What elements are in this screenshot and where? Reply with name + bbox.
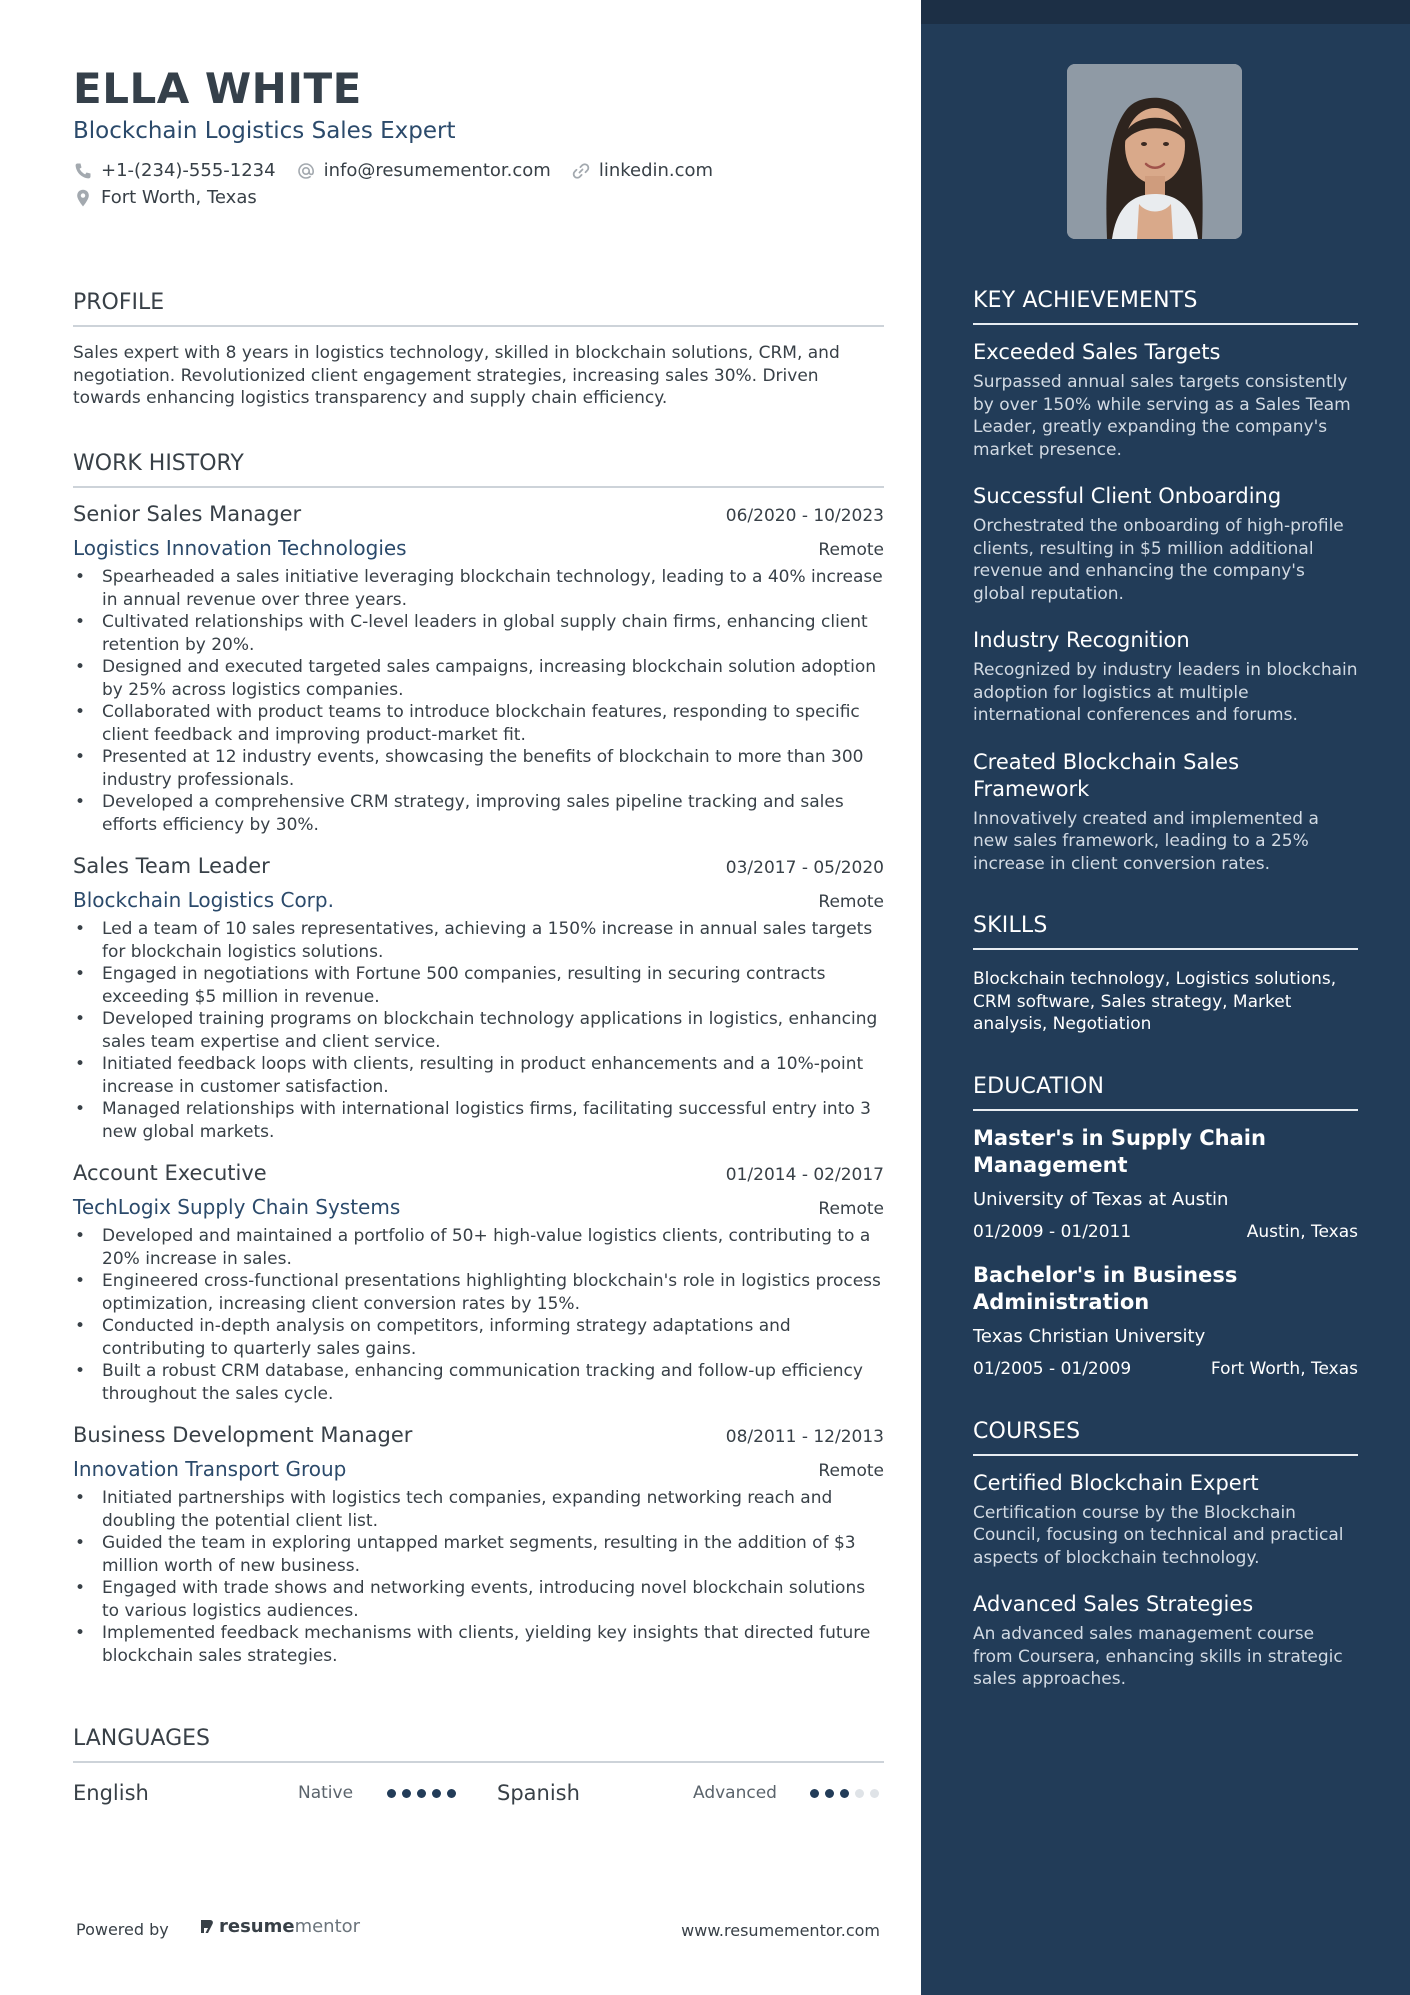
skills-heading: SKILLS [973, 913, 1358, 950]
education-dates: 01/2005 - 01/2009 [973, 1358, 1132, 1379]
education-location: Fort Worth, Texas [1210, 1358, 1358, 1379]
education-school: Texas Christian University [973, 1325, 1206, 1347]
language-level: Advanced [693, 1783, 777, 1803]
job-bullet: • Spearheaded a sales initiative leveraging blockchain technology, leading to a 40% increase in annual revenue over three years. [73, 566, 884, 611]
education-item [973, 1125, 1358, 1242]
course-description: An advanced sales management course from Coursera, enhancing skills in strategic sales approaches. [973, 1624, 1343, 1689]
job-bullet: • Engaged with trade shows and networking events, introducing novel blockchain solutions to various logistics audiences. [73, 1577, 884, 1622]
achievement-item [973, 339, 1358, 461]
language-name: Spanish [497, 1781, 580, 1805]
job-role: Business Development Manager [73, 1423, 413, 1447]
brand-name-part-2: mentor [294, 1916, 361, 1937]
job-bullet: • Initiated partnerships with logistics tech companies, expanding networking reach and doubling the potential client list. [73, 1487, 884, 1532]
education-meta [973, 1359, 1358, 1379]
education-heading: EDUCATION [973, 1074, 1358, 1111]
rating-dot-filled [402, 1789, 411, 1798]
course-title: Certified Blockchain Expert [973, 1470, 1259, 1495]
work-history-heading: WORK HISTORY [73, 451, 884, 488]
courses-heading: COURSES [973, 1419, 1358, 1456]
achievement-title: Exceeded Sales Targets [973, 340, 1221, 364]
job-dates: 01/2014 - 02/2017 [725, 1165, 884, 1185]
education-dates: 01/2009 - 01/2011 [973, 1221, 1132, 1242]
footer [73, 1916, 884, 1944]
achievement-item [973, 749, 1358, 876]
job-dates: 08/2011 - 12/2013 [725, 1427, 884, 1447]
job-location: Remote [818, 540, 884, 560]
job-bullet: • Guided the team in exploring untapped market segments, resulting in the addition of $3 million worth of new business. [73, 1532, 884, 1577]
job-bullet: • Collaborated with product teams to introduce blockchain features, responding to specific client feedback and improving product-market fit. [73, 701, 884, 746]
job-bullet: • Engaged in negotiations with Fortune 500 companies, resulting in securing contracts exceeding $5 million in revenue. [73, 963, 884, 1008]
job-subheader [73, 536, 884, 560]
location-text: Fort Worth, Texas [101, 187, 257, 208]
contact-location [73, 187, 257, 208]
contact-email[interactable] [296, 160, 551, 181]
education-meta [973, 1222, 1358, 1242]
job-header [73, 1423, 884, 1447]
course-description: Certification course by the Blockchain Council, focusing on technical and practical aspects of blockchain technology. [973, 1502, 1344, 1568]
rating-dot-filled [447, 1789, 456, 1798]
contact-phone[interactable] [73, 160, 276, 181]
achievement-title: Industry Recognition [973, 628, 1190, 652]
job-location: Remote [818, 892, 884, 912]
achievements-list [973, 339, 1358, 875]
candidate-title: Blockchain Logistics Sales Expert [73, 118, 456, 144]
brand-name-part-1: resume [219, 1916, 295, 1937]
email-text: info@resumementor.com [323, 160, 551, 181]
work-history-list [73, 502, 884, 1685]
job-entry [73, 854, 884, 1143]
job-subheader [73, 1195, 884, 1219]
education-list [973, 1125, 1358, 1379]
languages-heading: LANGUAGES [73, 1726, 884, 1763]
education-section [973, 1074, 1358, 1379]
job-role: Senior Sales Manager [73, 502, 302, 526]
education-location: Austin, Texas [1246, 1221, 1358, 1242]
education-school: University of Texas at Austin [973, 1188, 1229, 1210]
skills-text: Blockchain technology, Logistics solutions, CRM software, Sales strategy, Market analysis, Negotiation [973, 969, 1337, 1034]
job-bullet: • Presented at 12 industry events, showcasing the benefits of blockchain to more than 300 industry professionals. [73, 746, 884, 791]
job-bullet: • Built a robust CRM database, enhancing communication tracking and follow-up efficiency throughout the sales cycle. [73, 1360, 884, 1405]
achievement-description: Surpassed annual sales targets consistently by over 150% while serving as a Sales Team Leader, greatly expanding the company's market presence. [973, 372, 1351, 460]
candidate-name: ELLA WHITE [73, 64, 362, 113]
job-bullet: • Implemented feedback mechanisms with clients, yielding key insights that directed future blockchain sales strategies. [73, 1622, 884, 1667]
languages-list [73, 1778, 884, 1808]
achievement-title: Created Blockchain Sales Framework [973, 749, 1240, 801]
language-rating [387, 1789, 462, 1798]
achievement-description: Innovatively created and implemented a new sales framework, leading to a 25% increase in client conversion rates. [973, 808, 1319, 874]
job-role: Account Executive [73, 1161, 267, 1185]
job-header [73, 854, 884, 878]
job-location: Remote [818, 1461, 884, 1481]
achievement-title: Successful Client Onboarding [973, 484, 1282, 508]
resumementor-logo-icon [199, 1917, 215, 1937]
brand-logo[interactable] [199, 1916, 360, 1937]
profile-photo [1067, 64, 1242, 239]
job-bullet: • Managed relationships with international logistics firms, facilitating successful entry into 3 new global markets. [73, 1098, 884, 1143]
sidebar-top-strip [921, 0, 1410, 24]
job-bullets [73, 566, 884, 836]
job-location: Remote [818, 1199, 884, 1219]
language-level: Native [298, 1783, 354, 1803]
achievement-description: Orchestrated the onboarding of high-profile clients, resulting in $5 million additional revenue and enhancing the company's global reputation. [973, 516, 1344, 604]
profile-heading: PROFILE [73, 290, 884, 327]
achievement-item [973, 627, 1358, 727]
powered-by-label: Powered by [76, 1920, 169, 1939]
job-subheader [73, 888, 884, 912]
job-bullet: • Initiated feedback loops with clients, resulting in product enhancements and a 10%-point increase in customer satisfaction. [73, 1053, 884, 1098]
job-company: Logistics Innovation Technologies [73, 536, 407, 560]
rating-dot-filled [417, 1789, 426, 1798]
job-bullets [73, 918, 884, 1143]
at-icon [296, 161, 316, 181]
job-bullet: • Led a team of 10 sales representatives, achieving a 150% increase in annual sales targets for blockchain logistics solutions. [73, 918, 884, 963]
skills-section [973, 913, 1358, 1036]
job-dates: 06/2020 - 10/2023 [725, 506, 884, 526]
job-subheader [73, 1457, 884, 1481]
job-bullet: • Conducted in-depth analysis on competitors, informing strategy adaptations and contributing to quarterly sales gains. [73, 1315, 884, 1360]
job-company: Blockchain Logistics Corp. [73, 888, 334, 912]
job-entry [73, 1423, 884, 1667]
job-header [73, 1161, 884, 1185]
language-english [73, 1778, 463, 1808]
rating-dot-filled [840, 1789, 849, 1798]
linkedin-text: linkedin.com [598, 160, 714, 181]
achievement-item [973, 483, 1358, 605]
avatar-icon [1067, 64, 1242, 239]
job-entry [73, 502, 884, 836]
rating-dot-filled [432, 1789, 441, 1798]
contact-linkedin[interactable] [571, 160, 713, 181]
rating-dot-empty [855, 1789, 864, 1798]
job-bullets [73, 1225, 884, 1405]
job-bullet: • Cultivated relationships with C-level leaders in global supply chain firms, enhancing client retention by 20%. [73, 611, 884, 656]
rating-dot-filled [387, 1789, 396, 1798]
phone-icon [73, 161, 93, 181]
job-bullet: • Developed a comprehensive CRM strategy, improving sales pipeline tracking and sales efforts efficiency by 30%. [73, 791, 884, 836]
job-entry [73, 1161, 884, 1405]
rating-dot-filled [825, 1789, 834, 1798]
courses-list [973, 1470, 1358, 1691]
courses-section [973, 1419, 1358, 1691]
job-bullet: • Developed training programs on blockchain technology applications in logistics, enhancing sales team expertise and client service. [73, 1008, 884, 1053]
achievements-heading: KEY ACHIEVEMENTS [973, 288, 1358, 325]
link-icon [571, 161, 591, 181]
education-degree: Master's in Supply Chain Management [973, 1125, 1266, 1177]
contact-row-location [73, 187, 277, 208]
sidebar [921, 0, 1410, 1995]
phone-text: +1-(234)-555-1234 [101, 160, 276, 181]
job-role: Sales Team Leader [73, 854, 270, 878]
language-rating [810, 1789, 885, 1798]
job-bullet: • Developed and maintained a portfolio of 50+ high-value logistics clients, contributing to a 20% increase in sales. [73, 1225, 884, 1270]
contact-row [73, 160, 733, 181]
job-bullet: • Designed and executed targeted sales campaigns, increasing blockchain solution adoption by 25% across logistics companies. [73, 656, 884, 701]
education-degree: Bachelor's in Business Administration [973, 1262, 1238, 1314]
job-bullets [73, 1487, 884, 1667]
job-company: Innovation Transport Group [73, 1457, 347, 1481]
course-item [973, 1591, 1358, 1691]
course-title: Advanced Sales Strategies [973, 1592, 1254, 1616]
sidebar-content [973, 288, 1358, 1729]
achievements-section [973, 288, 1358, 875]
job-bullet: • Engineered cross-functional presentations highlighting blockchain's role in logistics process optimization, increasing client conversion rates by 15%. [73, 1270, 884, 1315]
profile-summary: Sales expert with 8 years in logistics technology, skilled in blockchain solutions, CRM, and negotiation. Revolutionized client engagement strategies, increasing sales 30%. Driven towards enhancing logistics transparency and supply chain efficiency. [73, 343, 840, 408]
achievement-description: Recognized by industry leaders in blockchain adoption for logistics at multiple international conferences and forums. [973, 660, 1358, 725]
map-pin-icon [73, 188, 93, 208]
job-header [73, 502, 884, 526]
language-name: English [73, 1781, 149, 1805]
language-spanish [497, 1778, 884, 1808]
job-dates: 03/2017 - 05/2020 [725, 858, 884, 878]
website-link[interactable]: www.resumementor.com [681, 1921, 880, 1940]
job-company: TechLogix Supply Chain Systems [73, 1195, 401, 1219]
rating-dot-empty [870, 1789, 879, 1798]
rating-dot-filled [810, 1789, 819, 1798]
education-item [973, 1262, 1358, 1379]
course-item [973, 1470, 1358, 1570]
